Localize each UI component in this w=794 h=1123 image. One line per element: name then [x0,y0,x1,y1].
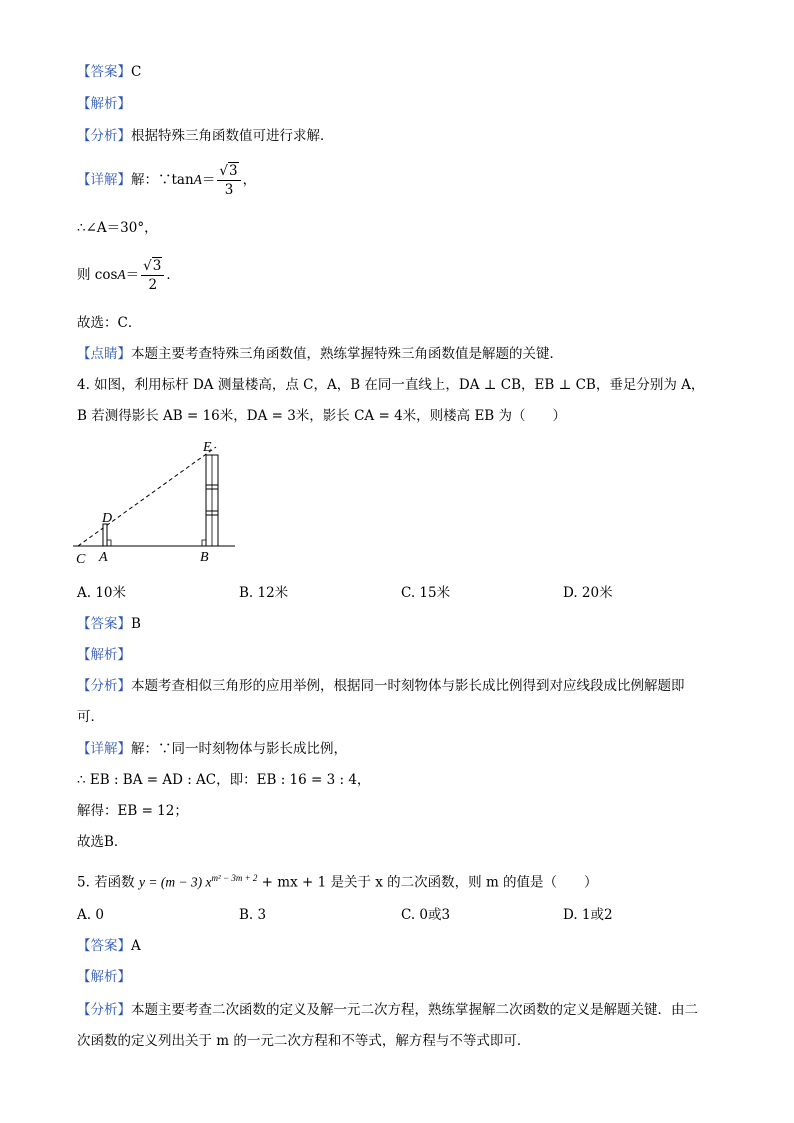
step-text: 则 cos [77,267,118,283]
label-E: E [203,440,212,455]
label-B: B [200,550,209,565]
fraction-numerator [217,162,240,181]
q4-stem-line1: 4. 如图，利用标杆 DA 测量楼高，点 C，A，B 在同一直线上，DA ⊥ CB，EB ⊥ CB，垂足分别为 A， [77,377,705,393]
math-expression: y = (m − 3) x [138,874,212,890]
right-angle-mark [202,540,206,546]
q4-figure [70,435,245,570]
q4-answer-line [77,615,141,633]
answer-tag: 【答案】 [77,938,131,954]
fenxi-text: 本题主要考查二次函数的定义及解一元二次方程，熟练掌握解二次函数的定义是解题关键．由二 [131,1002,698,1018]
q4-step2: ∴ EB : BA = AD : AC，即：EB : 16 = 3 : 4， [77,772,371,788]
q3-step2: ∴∠A＝30°， [77,220,158,236]
pole-da [103,524,107,546]
answer-value: B [131,616,141,632]
q4-choice-b: B. 12米 [239,585,289,601]
q3-step3 [77,257,180,294]
label-A: A [99,550,108,565]
stem-text: + mx + 1 是关于 x 的二次函数，则 m 的值是（ ） [257,874,598,891]
dianjing-text: 本题主要考查特殊三角函数值，熟练掌握特殊三角函数值是解题的关键． [131,346,563,362]
q5-choice-a: A. 0 [77,907,104,923]
q5-choice-b: B. 3 [239,907,267,923]
fraction [217,162,240,199]
q5-fenxi-line1 [77,1001,698,1019]
q3-answer-line [77,63,141,81]
q5-choice-c: C. 0或3 [401,907,451,923]
step-text: 解：∵tan [131,172,194,188]
fraction-numerator [141,257,164,276]
math-var: A [193,172,202,187]
answer-tag: 【答案】 [77,64,131,80]
sqrt-symbol: √3 [219,163,238,179]
q4-fenxi-line2: 可． [77,709,104,725]
label-D: D [102,511,113,526]
xiangjie-tag: 【详解】 [77,741,131,757]
q5-answer-line [77,937,141,955]
q4-choice-c: C. 15米 [401,585,451,601]
math-var: A [117,267,126,282]
q3-step1 [77,162,256,199]
fraction [141,257,164,294]
equals-sign: ＝ [201,172,216,188]
analysis-tag: 【解析】 [77,96,131,112]
fenxi-tag: 【分析】 [77,128,131,144]
q5-choice-d: D. 1或2 [563,907,613,923]
answer-value: C [131,64,142,80]
q4-step1 [77,740,347,758]
dashed-sight-line [78,447,216,546]
analysis-tag: 【解析】 [77,969,131,985]
fenxi-text: 根据特殊三角函数值可进行求解． [131,128,334,144]
q3-dianjing-line [77,345,563,363]
fenxi-tag: 【分析】 [77,1002,131,1018]
math-exponent: m² − 3m + 2 [211,873,258,883]
fenxi-text: 本题考查相似三角形的应用举例，根据同一时刻物体与影长成比例得到对应线段成比例解题即 [131,678,685,694]
q3-fenxi-line [77,127,334,145]
q3-choose: 故选：C． [77,315,142,331]
q4-step3: 解得：EB = 12； [77,803,188,819]
label-C: C [76,552,86,567]
punct: ， [242,172,257,188]
fenxi-tag: 【分析】 [77,678,131,694]
sqrt-symbol: √3 [143,258,162,274]
right-angle-mark [107,540,111,546]
radicand: 3 [152,258,162,274]
fraction-denominator: 2 [148,277,158,293]
punct: ． [166,267,180,283]
q5-fenxi-line2: 次函数的定义列出关于 m 的一元二次方程和不等式，解方程与不等式即可． [77,1033,531,1049]
q3-analysis-heading [77,95,131,113]
answer-tag: 【答案】 [77,616,131,632]
stem-text: 5. 若函数 [77,874,139,891]
q4-choose: 故选B． [77,834,128,850]
answer-value: A [131,938,141,954]
equals-sign: ＝ [125,267,140,283]
q5-stem [77,869,598,892]
q4-stem-line2: B 若测得影长 AB = 16米，DA = 3米，影长 CA = 4米，则楼高 EB 为（ ） [77,408,567,424]
analysis-tag: 【解析】 [77,647,131,663]
step-text: 解：∵同一时刻物体与影长成比例， [131,741,347,757]
xiangjie-tag: 【详解】 [77,172,131,188]
radicand: 3 [229,163,238,179]
dianjing-tag: 【点睛】 [77,346,131,362]
q4-choice-d: D. 20米 [563,585,613,601]
q5-analysis-heading [77,968,131,986]
q4-analysis-heading [77,646,131,664]
fraction-denominator: 3 [224,182,234,198]
q4-fenxi-line1 [77,677,685,695]
q4-choice-a: A. 10米 [77,585,127,601]
